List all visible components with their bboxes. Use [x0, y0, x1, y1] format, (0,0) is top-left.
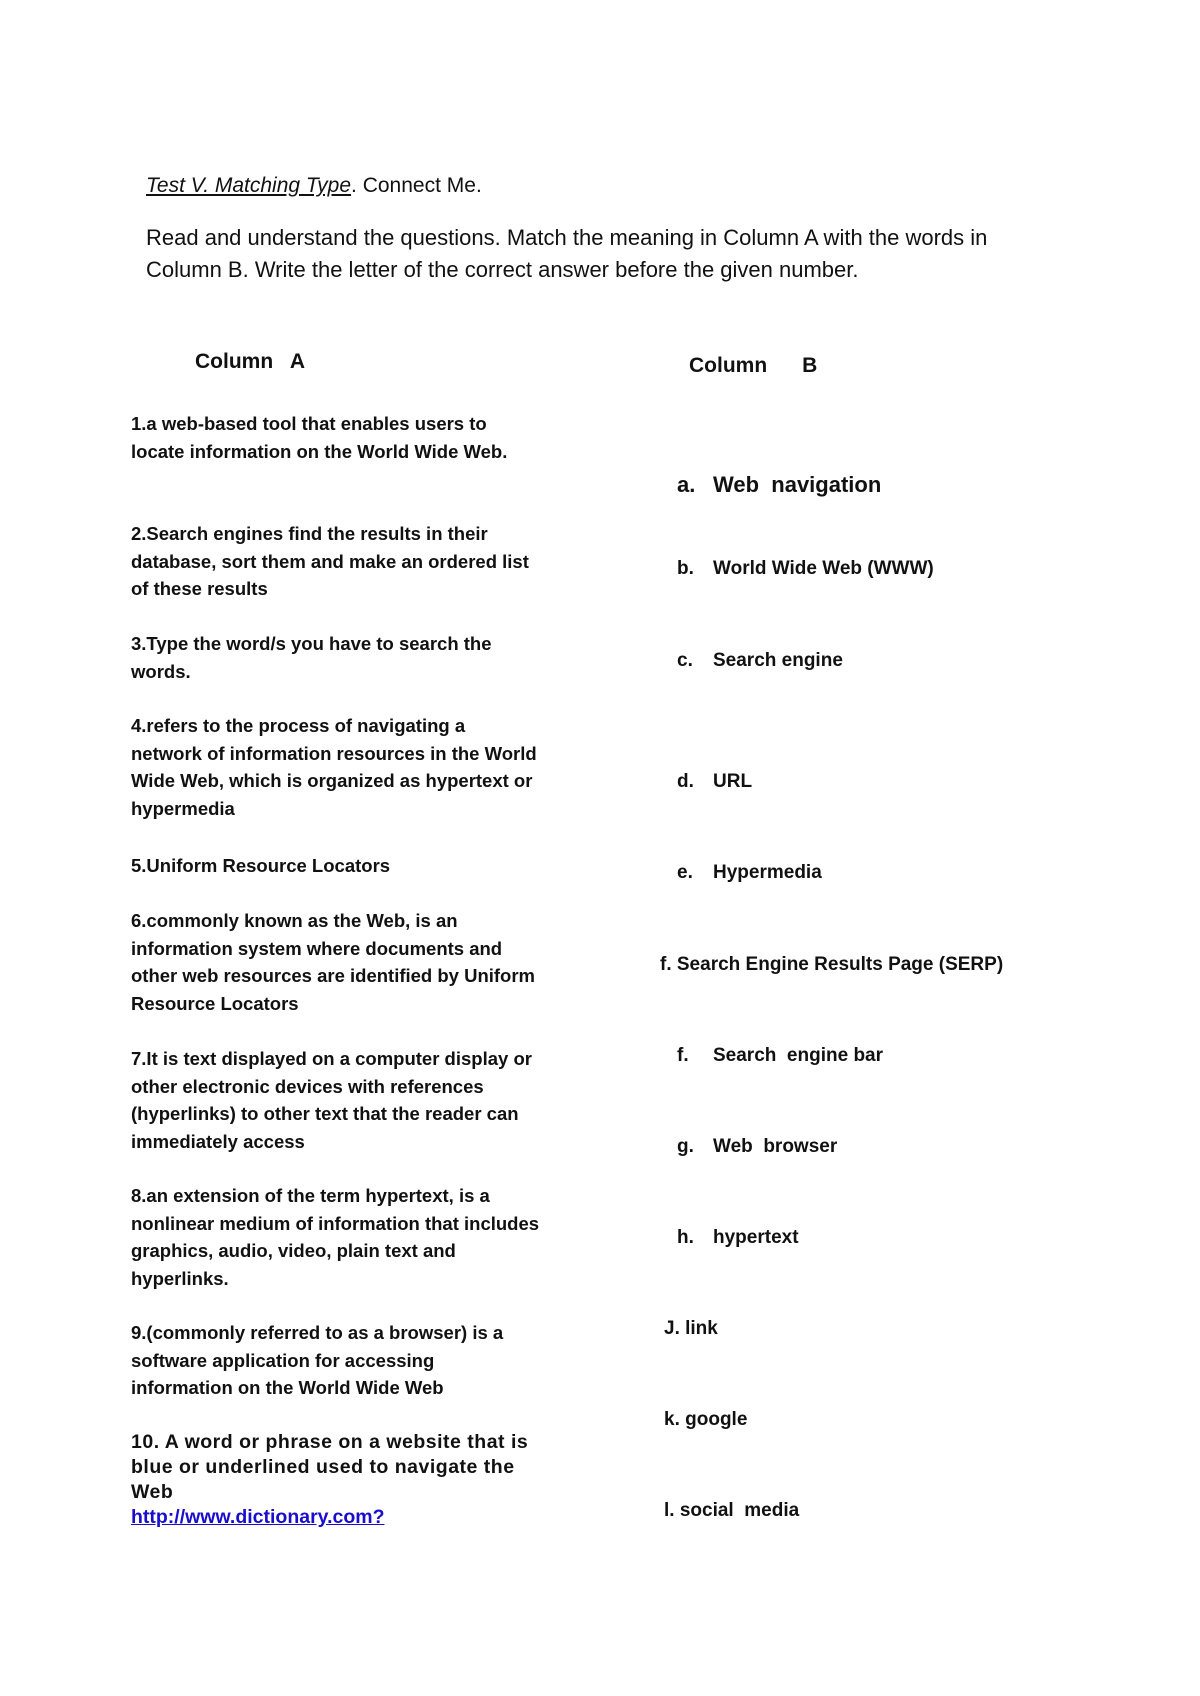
- question-5: 5.Uniform Resource Locators: [131, 855, 391, 876]
- answer-text: World Wide Web (WWW): [713, 558, 934, 579]
- answer-e: [677, 862, 822, 884]
- answer-text: hypertext: [713, 1227, 799, 1248]
- question-1: 1.a web-based tool that enables users to locate information on the World Wide Web.: [131, 413, 508, 462]
- answer-f-serp: [660, 954, 1003, 976]
- answer-letter: f.: [677, 1045, 689, 1066]
- answer-c: [677, 650, 843, 672]
- answer-b: [677, 558, 934, 580]
- answer-letter: e.: [677, 862, 693, 883]
- question-8: 8.an extension of the term hypertext, is a nonlinear medium of information that includes graphics, audio, video, plain text and hyperlinks.: [131, 1185, 540, 1289]
- question-6: 6.commonly known as the Web, is an information system where documents and other web resources are identified by Uniform Resource Locators: [131, 910, 536, 1014]
- answer-text: J. link: [664, 1318, 718, 1339]
- dictionary-link[interactable]: http://www.dictionary.com?: [131, 1506, 385, 1528]
- answer-j: [664, 1318, 718, 1340]
- answer-letter: c.: [677, 650, 693, 671]
- question-10-text: 10. A word or phrase on a website that is blue or underlined used to navigate the Web: [131, 1431, 529, 1503]
- answer-letter: g.: [677, 1136, 694, 1157]
- answer-text: Web browser: [713, 1136, 838, 1157]
- column-a-heading: Column A: [195, 350, 306, 373]
- question-7: 7.It is text displayed on a computer display or other electronic devices with references (hyperlinks) to other text that the reader can immediately access: [131, 1048, 532, 1152]
- answer-text: URL: [713, 771, 753, 792]
- answer-letter: d.: [677, 771, 694, 792]
- answer-text: Web navigation: [713, 472, 882, 497]
- question-10: [131, 1430, 541, 1530]
- answer-k: [664, 1409, 747, 1431]
- answer-text: l. social media: [664, 1500, 800, 1521]
- answer-l: [664, 1500, 799, 1522]
- answer-f-bar: [677, 1045, 883, 1067]
- question-4: 4.refers to the process of navigating a network of information resources in the World Wide Web, which is organized as hypertext or hypermedia: [131, 715, 537, 819]
- answer-letter: h.: [677, 1227, 694, 1248]
- question-2: 2.Search engines find the results in their database, sort them and make an ordered list of these results: [131, 523, 529, 599]
- answer-letter: a.: [677, 472, 696, 497]
- column-b-heading: Column B: [689, 354, 818, 377]
- test-title-label: Test V. Matching Type: [146, 174, 352, 197]
- answer-text: f. Search Engine Results Page (SERP): [660, 954, 1004, 975]
- answer-letter: b.: [677, 558, 694, 579]
- answer-g: [677, 1136, 837, 1158]
- question-3: 3.Type the word/s you have to search the words.: [131, 633, 492, 682]
- answer-text: Search engine bar: [713, 1045, 884, 1066]
- instructions: Read and understand the questions. Match the meaning in Column A with the words in Column B. Write the letter of the correct answer before the given number.: [146, 225, 988, 282]
- question-9: 9.(commonly referred to as a browser) is a software application for accessing information on the World Wide Web: [131, 1322, 504, 1398]
- answer-h: [677, 1227, 799, 1249]
- answer-d: [677, 771, 752, 793]
- answer-text: Search engine: [713, 650, 843, 671]
- test-title: [146, 174, 482, 198]
- answer-text: Hypermedia: [713, 862, 822, 883]
- answer-a: [677, 472, 881, 498]
- test-title-subtitle: . Connect Me.: [351, 174, 482, 197]
- answer-text: k. google: [664, 1409, 748, 1430]
